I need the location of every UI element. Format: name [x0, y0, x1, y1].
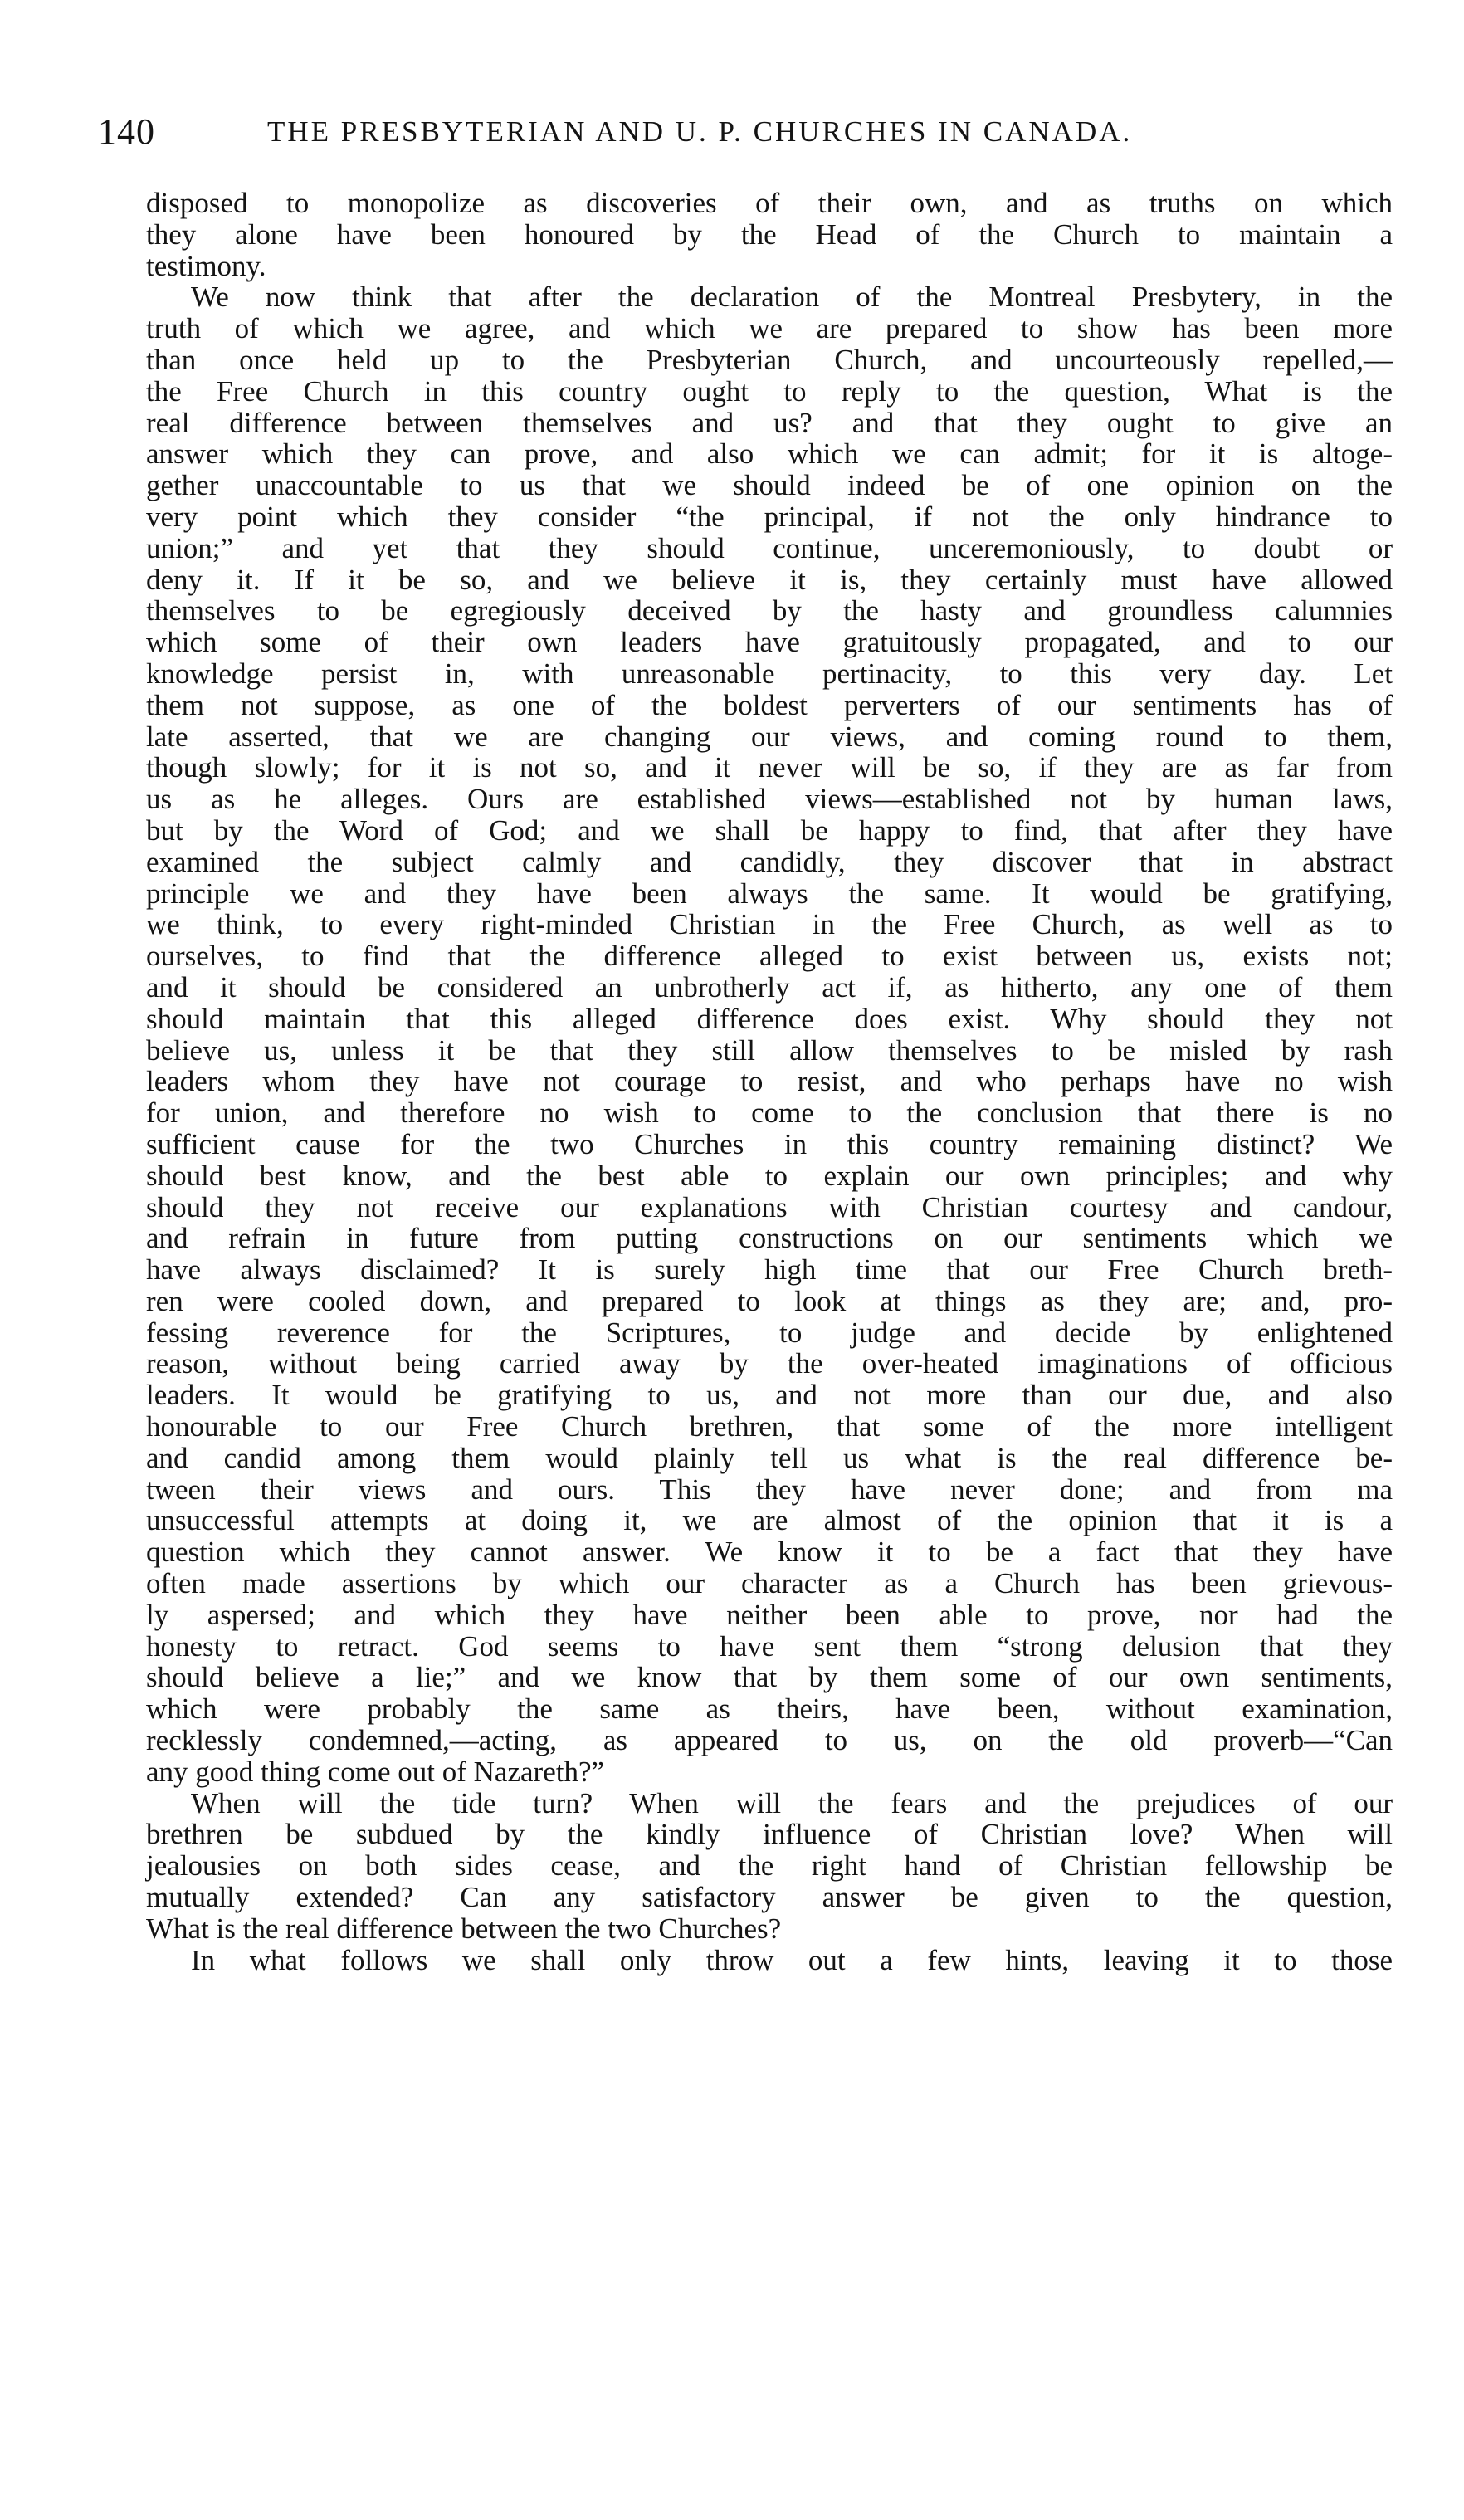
text-line: question which they cannot answer. We know it to be a fact that they have [146, 1536, 1393, 1569]
text-line: than once held up to the Presbyterian Church, and uncourteously repelled,— [146, 343, 1393, 376]
text-line: truth of which we agree, and which we are prepared to show has been more [146, 312, 1393, 345]
text-line: for union, and therefore no wish to come to the conclusion that there is no [146, 1096, 1393, 1130]
text-line: the Free Church in this country ought to reply to the question, What is the [146, 374, 1393, 408]
text-line: should maintain that this alleged difference does exist. Why should they not [146, 1002, 1393, 1035]
text-line: and candid among them would plainly tell us what is the real difference be- [146, 1441, 1393, 1474]
text-line: which some of their own leaders have gratuitously propagated, and to our [146, 626, 1393, 659]
text-line: ourselves, to find that the difference alleged to exist between us, exists not; [146, 940, 1393, 973]
text-line: unsuccessful attempts at doing it, we are almost of the opinion that it is a [146, 1504, 1393, 1537]
text-line: mutually extended? Can any satisfactory answer be given to the question, [146, 1881, 1393, 1914]
text-line: disposed to monopolize as discoveries of their own, and as truths on which [146, 187, 1393, 219]
text-line: late asserted, that we are changing our views, and coming round to them, [146, 720, 1393, 753]
text-line: tween their views and ours. This they have never done; and from ma [146, 1472, 1393, 1506]
text-line: answer which they can prove, and also which we can admit; for it is altoge- [146, 437, 1393, 471]
text-line: jealousies on both sides cease, and the right hand of Christian fellowship be [146, 1849, 1393, 1883]
text-line: though slowly; for it is not so, and it never will be so, if they are as far from [146, 751, 1393, 784]
text-line: them not suppose, as one of the boldest perverters of our sentiments has of [146, 688, 1393, 721]
text-line: leaders whom they have not courage to resist, and who perhaps have no wish [146, 1065, 1393, 1098]
text-line: sufficient cause for the two Churches in this country remaining distinct? We [146, 1127, 1393, 1160]
text-line: examined the subject calmly and candidly, they discover that in abstract [146, 845, 1393, 878]
text-line: and it should be considered an unbrotherly act if, as hitherto, any one of them [146, 970, 1393, 1004]
text-line: and refrain in future from putting constructions on our sentiments which we [146, 1222, 1393, 1255]
text-line: recklessly condemned,—acting, as appeared to us, on the old proverb—“Can [146, 1724, 1393, 1757]
text-line: reason, without being carried away by the over-heated imaginations of officious [146, 1347, 1393, 1380]
body-text [146, 188, 1393, 1975]
text-line: honourable to our Free Church brethren, that some of the more intelligent [146, 1410, 1393, 1443]
text-line: very point which they consider “the principal, if not the only hindrance to [146, 500, 1393, 533]
text-line: should believe a lie;” and we know that by them some of our own sentiments, [146, 1661, 1393, 1694]
text-line: any good thing come out of Nazareth?” [146, 1755, 605, 1788]
paragraph-start-line: In what follows we shall only throw out a few hints, leaving it to those [191, 1943, 1393, 1976]
paragraph-start-line: When will the tide turn? When will the fears and the prejudices of our [191, 1786, 1393, 1819]
text-line: knowledge persist in, with unreasonable pertinacity, to this very day. Let [146, 657, 1393, 690]
text-line: gether unaccountable to us that we should indeed be of one opinion on the [146, 469, 1393, 502]
text-line: we think, to every right-minded Christian in the Free Church, as well as to [146, 908, 1393, 941]
text-line: should they not receive our explanations with Christian courtesy and candour, [146, 1190, 1393, 1223]
text-line: they alone have been honoured by the Head of the Church to maintain a [146, 217, 1393, 251]
text-line: deny it. If it be so, and we believe it is, they certainly must have allowed [146, 563, 1393, 596]
text-line: fessing reverence for the Scriptures, to judge and decide by enlightened [146, 1316, 1393, 1349]
page-number: 140 [98, 111, 155, 152]
text-line: often made assertions by which our character as a Church has been grievous- [146, 1567, 1393, 1600]
text-line: should best know, and the best able to explain our own principles; and why [146, 1159, 1393, 1192]
text-line: principle we and they have been always the same. It would be gratifying, [146, 877, 1393, 910]
paragraph-start-line: We now think that after the declaration of the Montreal Presbytery, in the [191, 281, 1393, 314]
text-line: testimony. [146, 249, 266, 282]
text-line: us as he alleges. Ours are established views—established not by human laws, [146, 783, 1393, 816]
text-line: but by the Word of God; and we shall be happy to find, that after they have [146, 813, 1393, 847]
text-line: have always disclaimed? It is surely high time that our Free Church breth- [146, 1253, 1393, 1287]
text-line: ren were cooled down, and prepared to look at things as they are; and, pro- [146, 1284, 1393, 1317]
text-line: which were probably the same as theirs, have been, without examination, [146, 1692, 1393, 1726]
running-head [98, 106, 1393, 158]
text-line: ly aspersed; and which they have neither been able to prove, nor had the [146, 1598, 1393, 1631]
running-title: THE PRESBYTERIAN AND U. P. CHURCHES IN CANADA. [267, 115, 1133, 148]
text-line: What is the real difference between the two Churches? [146, 1912, 782, 1945]
text-line: leaders. It would be gratifying to us, and not more than our due, and also [146, 1379, 1393, 1412]
text-line: union;” and yet that they should continue, unceremoniously, to doubt or [146, 531, 1393, 564]
text-line: believe us, unless it be that they still allow themselves to be misled by rash [146, 1033, 1393, 1067]
text-line: themselves to be egregiously deceived by the hasty and groundless calumnies [146, 594, 1393, 628]
text-line: real difference between themselves and us? and that they ought to give an [146, 406, 1393, 439]
text-line: honesty to retract. God seems to have sent them “strong delusion that they [146, 1629, 1393, 1663]
text-line: brethren be subdued by the kindly influence of Christian love? When will [146, 1818, 1393, 1851]
